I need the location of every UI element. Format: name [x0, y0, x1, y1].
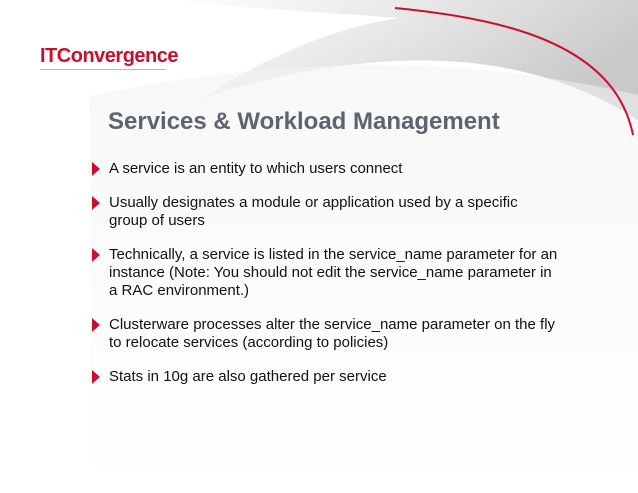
logo-suffix: Convergence	[56, 45, 178, 67]
bullet-text: Usually designates a module or application used by a specific group of users	[109, 194, 518, 229]
bullet-arrow-icon	[92, 370, 100, 384]
bullet-arrow-icon	[92, 318, 100, 332]
bullet-item	[90, 316, 560, 352]
bullet-item	[90, 246, 560, 300]
bullet-arrow-icon	[92, 248, 100, 262]
logo-prefix: IT	[40, 45, 57, 67]
bullet-arrow-icon	[92, 196, 100, 210]
bullet-text: Technically, a service is listed in the service_name parameter for an instance (Note: You should not edit the service_name parameter in a RAC environment.)	[109, 246, 558, 299]
itconvergence-logo	[40, 45, 178, 68]
bullet-text: A service is an entity to which users connect	[109, 160, 403, 177]
bullet-item	[90, 194, 560, 230]
bullet-arrow-icon	[92, 162, 100, 176]
bullet-item	[90, 368, 560, 386]
bullet-text: Clusterware processes alter the service_name parameter on the fly to relocate services (according to policies)	[109, 316, 556, 351]
bullet-list	[90, 160, 560, 402]
bullet-item	[90, 160, 560, 178]
slide-title: Services & Workload Management	[108, 108, 500, 135]
logo-divider	[40, 69, 166, 70]
bullet-text: Stats in 10g are also gathered per service	[109, 368, 387, 385]
